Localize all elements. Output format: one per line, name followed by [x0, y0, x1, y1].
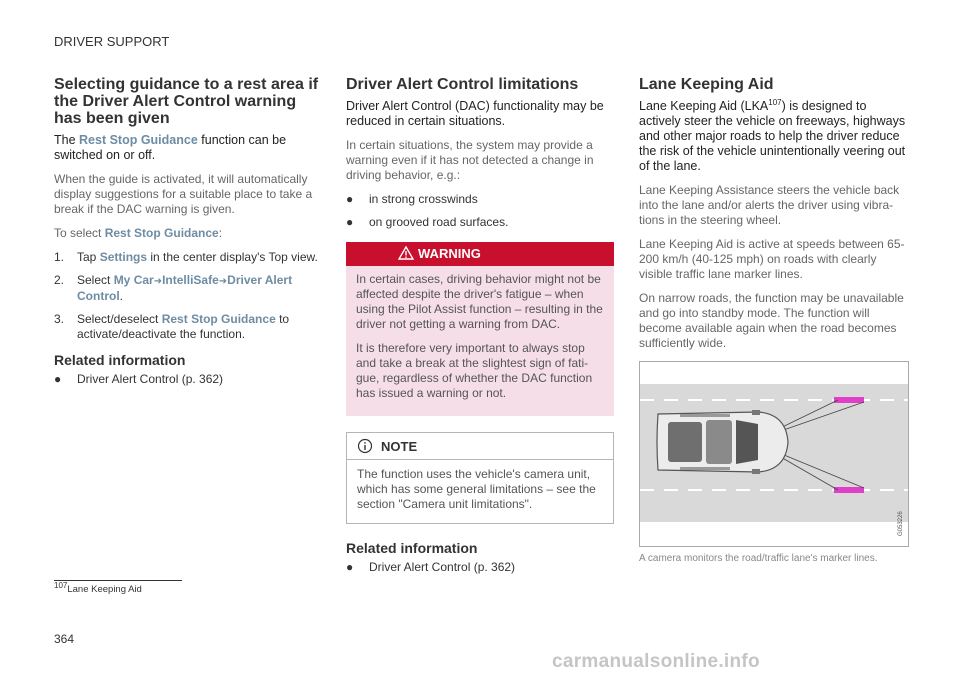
section-title: Lane Keeping Aid: [639, 76, 774, 93]
conditions-list: [346, 192, 614, 230]
related-link[interactable]: ● Driver Alert Control (p. 362): [54, 372, 224, 386]
warning-box: [346, 242, 614, 416]
bullet-icon: ●: [346, 192, 354, 206]
related-list: [346, 560, 614, 575]
section-title: Driver Alert Control limitations: [346, 76, 579, 93]
note-box: [346, 432, 614, 524]
section-dac-limitations: [346, 76, 614, 585]
menu-term: Driver Alert Control: [77, 273, 293, 303]
section-rest-stop-guidance: [54, 76, 322, 397]
body-paragraph: On narrow roads, the function may be unavailable and go into standby mode. The function will become available again when the road becomes sufficiently wide.: [639, 291, 904, 350]
menu-term: Settings: [99, 250, 148, 264]
section-title: Selecting guidance to a rest area if the Driver Alert Control warning has been given: [54, 76, 319, 127]
footnote: $^{107}$Lane Keeping Aid: [54, 580, 142, 595]
body-paragraph: In certain situations, the system may provide a warning even if it has not detected a change in driving behavior, e.g.:: [346, 138, 594, 182]
figure-caption: A camera monitors the road/traffic lane's marker lines.: [639, 553, 878, 564]
menu-term: Rest Stop Guidance: [79, 133, 198, 147]
steps-list: [54, 250, 322, 342]
lead-paragraph: Lane Keeping Aid (LKA$^{107}$) is designed to actively steer the vehicle on freeways, highways and other major roads to help the driver reduce the risk of the vehicle unintentionally veering out of the lane.: [639, 97, 906, 173]
body-paragraph: Lane Keeping Assistance steers the vehicle back into the lane and/or alerts the driver using vibra-tions in the steering wheel.: [639, 183, 900, 227]
arrow-right-icon: ➜: [218, 276, 228, 287]
step-item: 2. Select My Car➜IntelliSafe➜Driver Alert Control.: [54, 273, 293, 303]
menu-term: My Car: [113, 273, 154, 287]
note-header: NOTE: [347, 433, 613, 460]
warning-header: WARNING: [346, 242, 614, 266]
related-information-title: Related information: [54, 352, 186, 368]
intro-paragraph: The Rest Stop Guidance function can be switched on or off.: [54, 133, 287, 162]
bullet-icon: ●: [346, 215, 354, 229]
warning-body: In certain cases, driving behavior might not be affected despite the driver's fatigue – when using the Pilot Assist function – resulting in the driver not getting a warning from DAC. It is therefore very important to always stop and take a break at the slightest sign of fati-gue, regardless of whether the DAC function has issued a warning or not.: [356, 272, 603, 400]
lane-marker-left: [834, 397, 864, 403]
running-head: DRIVER SUPPORT: [54, 34, 170, 49]
menu-term: Rest Stop Guidance: [104, 226, 219, 240]
bullet-icon: ●: [54, 372, 62, 386]
menu-term: Rest Stop Guidance: [161, 312, 276, 326]
step-item: 1. Tap Settings in the center display's Top view.: [54, 250, 318, 264]
lane-marker-right: [834, 487, 864, 493]
body-paragraph: When the guide is activated, it will automatically display suggestions for a suitable place to take a break if the DAC warning is given.: [54, 172, 313, 216]
select-paragraph: To select Rest Stop Guidance:: [54, 226, 223, 240]
info-circle-icon: [357, 438, 373, 454]
footnote-ref: 107: [768, 97, 782, 107]
page-number: 364: [54, 632, 75, 646]
lane-camera-illustration: [639, 361, 909, 547]
warning-triangle-icon: [398, 246, 414, 260]
arrow-right-icon: ➜: [153, 276, 163, 287]
related-link[interactable]: ● Driver Alert Control (p. 362): [346, 560, 516, 574]
menu-term: IntelliSafe: [162, 273, 219, 287]
step-item: 3. Select/deselect Rest Stop Guidance to activate/deactivate the function.: [54, 312, 290, 341]
car-top-view: [657, 410, 788, 474]
watermark: carmanualsonline.info: [552, 651, 760, 672]
note-body: The function uses the vehicle's camera unit, which has some general limitations – see the section "Camera unit limitations".: [357, 467, 596, 511]
section-lane-keeping-aid: [639, 76, 909, 564]
figure-code: G053226: [898, 511, 904, 536]
body-paragraph: Lane Keeping Aid is active at speeds between 65-200 km/h (40-125 mph) on roads with clearly visible traffic lane marker lines.: [639, 237, 905, 281]
related-information-title: Related information: [346, 540, 478, 556]
bullet-icon: ●: [346, 560, 354, 574]
related-list: [54, 372, 322, 387]
list-item: ● in strong crosswinds: [346, 192, 478, 206]
lead-paragraph: Driver Alert Control (DAC) functionality may be reduced in certain situations.: [346, 99, 604, 128]
list-item: ● on grooved road surfaces.: [346, 215, 509, 229]
road-diagram: [640, 362, 908, 546]
footnote-divider: [54, 580, 182, 581]
